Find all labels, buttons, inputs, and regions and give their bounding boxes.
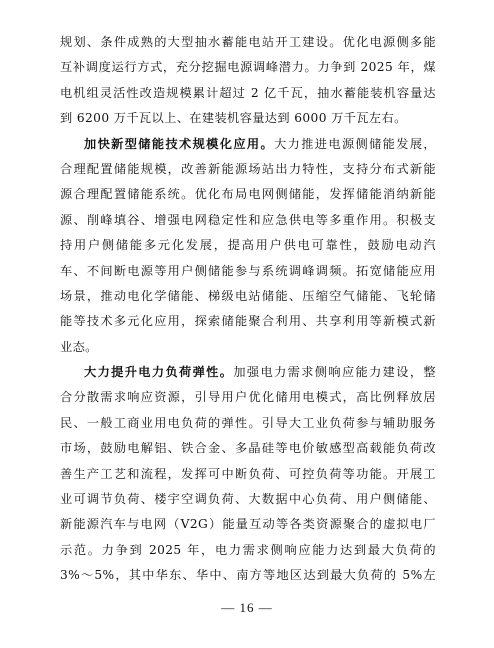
text-line: 业态。 [60, 339, 98, 354]
text-line: 民、一般工商业用电负荷的弹性。引导大工业负荷参与辅助服务 [60, 415, 436, 430]
document-body [60, 30, 436, 589]
text-line: 电机组灵活性改造规模累计超过 2 亿千瓦，抽水蓄能装机容量达 [60, 85, 436, 100]
text-line: 源合理配置储能系统。优化布局电网侧储能，发挥储能消纳新能 [60, 187, 436, 202]
text-line: 合分散需求响应资源，引导用户优化储用电模式，高比例释放居 [60, 390, 436, 405]
page-number: — 16 — [221, 600, 273, 615]
paragraph-first-line [60, 360, 436, 385]
text-line: 场景，推动电化学储能、梯级电站储能、压缩空气储能、飞轮储 [60, 288, 436, 303]
text-line: 源、削峰填谷、增强电网稳定性和应急供电等多重作用。积极支 [60, 212, 436, 227]
text-line: 新能源汽车与电网（V2G）能量互动等各类资源聚合的虚拟电厂 [60, 517, 436, 532]
text-line: 持用户侧储能多元化发展，提高用户供电可靠性，鼓励电动汽 [60, 238, 436, 253]
paragraph-first-line [60, 132, 436, 157]
paragraph-heading: 大力提升电力负荷弹性。 [84, 365, 234, 380]
text-line: 到 6200 万千瓦以上、在建装机容量达到 6000 万千瓦左右。 [60, 111, 407, 126]
text-run: 大力推进电源侧储能发展， [274, 136, 436, 151]
text-line: 车、不间断电源等用户侧储能参与系统调峰调频。拓宽储能应用 [60, 263, 436, 278]
text-line: 3%～5%，其中华东、华中、南方等地区达到最大负荷的 5%左 [60, 568, 436, 583]
text-line: 合理配置储能规模，改善新能源场站出力特性，支持分布式新能 [60, 161, 436, 176]
paragraph-heading: 加快新型储能技术规模化应用。 [84, 136, 275, 151]
text-line: 市场，鼓励电解铝、铁合金、多晶硅等电价敏感型高载能负荷改 [60, 441, 436, 456]
text-line: 业可调节负荷、楼宇空调负荷、大数据中心负荷、用户侧储能、 [60, 492, 436, 507]
text-line: 示范。力争到 2025 年，电力需求侧响应能力达到最大负荷的 [60, 542, 436, 557]
text-line: 能等技术多元化应用，探索储能聚合利用、共享利用等新模式新 [60, 314, 436, 329]
text-line: 善生产工艺和流程，发挥可中断负荷、可控负荷等功能。开展工 [60, 466, 436, 481]
text-line: 互补调度运行方式，充分挖掘电源调峰潜力。力争到 2025 年，煤 [60, 60, 436, 75]
text-line: 规划、条件成熟的大型抽水蓄能电站开工建设。优化电源侧多能 [60, 35, 436, 49]
text-run: 加强电力需求侧响应能力建设，整 [233, 365, 436, 380]
